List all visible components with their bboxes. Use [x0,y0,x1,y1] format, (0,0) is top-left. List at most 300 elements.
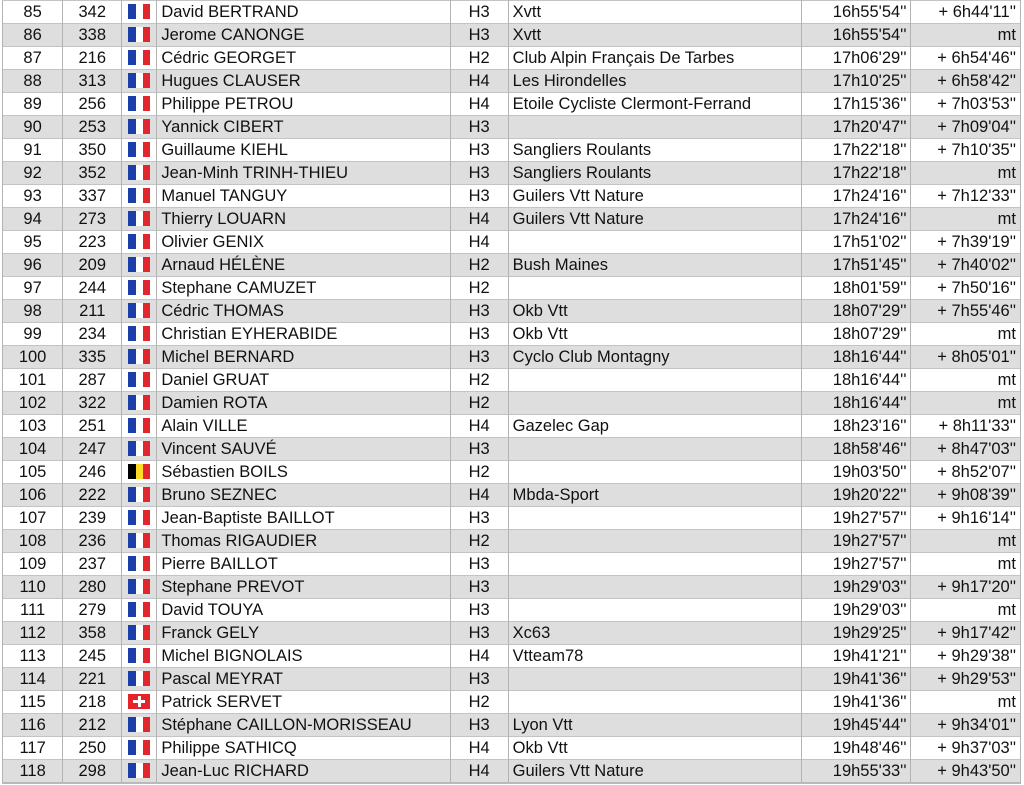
bib-cell: 256 [63,93,122,116]
table-row [3,70,1021,93]
club-cell: Guilers Vtt Nature [508,208,801,231]
table-row [3,622,1021,645]
time-cell: 19h55'33'' [802,760,911,784]
table-row [3,714,1021,737]
club-cell: Bush Maines [508,254,801,277]
club-cell: Mbda-Sport [508,484,801,507]
bib-cell: 251 [63,415,122,438]
table-row [3,645,1021,668]
flag-cell [122,93,157,116]
club-cell [508,576,801,599]
rider-name-cell: Michel BIGNOLAIS [157,645,450,668]
gap-cell: + 7h10'35'' [911,139,1021,162]
france-flag-icon [128,234,150,249]
rank-cell: 109 [3,553,63,576]
rank-cell: 100 [3,346,63,369]
france-flag-icon [128,625,150,640]
gap-cell: + 7h50'16'' [911,277,1021,300]
bib-cell: 358 [63,622,122,645]
rank-cell: 89 [3,93,63,116]
bib-cell: 350 [63,139,122,162]
rank-cell: 117 [3,737,63,760]
rank-cell: 111 [3,599,63,622]
club-cell [508,691,801,714]
france-flag-icon [128,119,150,134]
bib-cell: 342 [63,1,122,24]
table-row [3,507,1021,530]
table-row [3,323,1021,346]
results-body [3,1,1021,784]
rank-cell: 116 [3,714,63,737]
rider-name-cell: Christian EYHERABIDE [157,323,450,346]
rank-cell: 94 [3,208,63,231]
table-row [3,93,1021,116]
france-flag-icon [128,188,150,203]
france-flag-icon [128,418,150,433]
flag-cell [122,622,157,645]
gap-cell: mt [911,24,1021,47]
club-cell [508,668,801,691]
rider-name-cell: Philippe PETROU [157,93,450,116]
time-cell: 16h55'54'' [802,1,911,24]
table-row [3,208,1021,231]
club-cell: Etoile Cycliste Clermont-Ferrand [508,93,801,116]
bib-cell: 239 [63,507,122,530]
france-flag-icon [128,648,150,663]
gap-cell: + 9h16'14'' [911,507,1021,530]
category-cell: H3 [450,553,508,576]
club-cell: Sangliers Roulants [508,139,801,162]
bib-cell: 223 [63,231,122,254]
table-row [3,162,1021,185]
flag-cell [122,392,157,415]
gap-cell: mt [911,691,1021,714]
time-cell: 17h51'45'' [802,254,911,277]
france-flag-icon [128,510,150,525]
bib-cell: 287 [63,369,122,392]
flag-cell [122,162,157,185]
france-flag-icon [128,326,150,341]
france-flag-icon [128,395,150,410]
gap-cell: mt [911,553,1021,576]
bib-cell: 250 [63,737,122,760]
time-cell: 19h41'36'' [802,691,911,714]
category-cell: H3 [450,576,508,599]
rank-cell: 115 [3,691,63,714]
bib-cell: 216 [63,47,122,70]
bib-cell: 234 [63,323,122,346]
club-cell: Xc63 [508,622,801,645]
club-cell: Cyclo Club Montagny [508,346,801,369]
club-cell [508,277,801,300]
time-cell: 17h51'02'' [802,231,911,254]
time-cell: 17h15'36'' [802,93,911,116]
flag-cell [122,484,157,507]
flag-cell [122,254,157,277]
category-cell: H3 [450,185,508,208]
results-table [2,0,1021,784]
france-flag-icon [128,4,150,19]
club-cell: Okb Vtt [508,323,801,346]
rider-name-cell: Jerome CANONGE [157,24,450,47]
category-cell: H2 [450,254,508,277]
france-flag-icon [128,372,150,387]
bib-cell: 221 [63,668,122,691]
club-cell: Okb Vtt [508,300,801,323]
category-cell: H3 [450,599,508,622]
gap-cell: + 8h47'03'' [911,438,1021,461]
category-cell: H3 [450,139,508,162]
france-flag-icon [128,96,150,111]
club-cell: Lyon Vtt [508,714,801,737]
club-cell [508,116,801,139]
club-cell [508,461,801,484]
flag-cell [122,47,157,70]
category-cell: H3 [450,346,508,369]
club-cell: Xvtt [508,1,801,24]
table-row [3,691,1021,714]
time-cell: 19h27'57'' [802,530,911,553]
time-cell: 19h29'03'' [802,576,911,599]
category-cell: H3 [450,300,508,323]
rider-name-cell: Guillaume KIEHL [157,139,450,162]
category-cell: H3 [450,24,508,47]
flag-cell [122,461,157,484]
time-cell: 18h01'59'' [802,277,911,300]
gap-cell: + 9h08'39'' [911,484,1021,507]
time-cell: 16h55'54'' [802,24,911,47]
table-row [3,530,1021,553]
club-cell: Xvtt [508,24,801,47]
rider-name-cell: Olivier GENIX [157,231,450,254]
flag-cell [122,369,157,392]
gap-cell: mt [911,392,1021,415]
category-cell: H4 [450,484,508,507]
flag-cell [122,530,157,553]
category-cell: H2 [450,530,508,553]
club-cell: Guilers Vtt Nature [508,760,801,784]
rank-cell: 113 [3,645,63,668]
gap-cell: mt [911,530,1021,553]
rider-name-cell: Thierry LOUARN [157,208,450,231]
category-cell: H2 [450,369,508,392]
france-flag-icon [128,671,150,686]
category-cell: H2 [450,461,508,484]
bib-cell: 247 [63,438,122,461]
rider-name-cell: Hugues CLAUSER [157,70,450,93]
flag-cell [122,323,157,346]
table-row [3,484,1021,507]
category-cell: H2 [450,392,508,415]
rider-name-cell: Daniel GRUAT [157,369,450,392]
time-cell: 17h24'16'' [802,208,911,231]
flag-cell [122,231,157,254]
gap-cell: + 9h34'01'' [911,714,1021,737]
time-cell: 18h16'44'' [802,369,911,392]
club-cell [508,599,801,622]
rider-name-cell: Patrick SERVET [157,691,450,714]
bib-cell: 253 [63,116,122,139]
rider-name-cell: Stéphane CAILLON-MORISSEAU [157,714,450,737]
rank-cell: 118 [3,760,63,784]
gap-cell: mt [911,369,1021,392]
flag-cell [122,507,157,530]
france-flag-icon [128,73,150,88]
flag-cell [122,208,157,231]
category-cell: H3 [450,116,508,139]
rider-name-cell: Vincent SAUVÉ [157,438,450,461]
gap-cell: + 6h44'11'' [911,1,1021,24]
rider-name-cell: Stephane PREVOT [157,576,450,599]
gap-cell: + 7h40'02'' [911,254,1021,277]
time-cell: 18h58'46'' [802,438,911,461]
time-cell: 19h29'03'' [802,599,911,622]
time-cell: 17h22'18'' [802,162,911,185]
rank-cell: 95 [3,231,63,254]
category-cell: H2 [450,47,508,70]
rank-cell: 107 [3,507,63,530]
switzerland-flag-icon [128,694,150,709]
bib-cell: 337 [63,185,122,208]
table-row [3,1,1021,24]
rider-name-cell: Bruno SEZNEC [157,484,450,507]
table-row [3,415,1021,438]
rank-cell: 96 [3,254,63,277]
category-cell: H3 [450,1,508,24]
rank-cell: 110 [3,576,63,599]
france-flag-icon [128,579,150,594]
france-flag-icon [128,763,150,778]
time-cell: 18h07'29'' [802,300,911,323]
flag-cell [122,415,157,438]
category-cell: H3 [450,323,508,346]
france-flag-icon [128,717,150,732]
category-cell: H4 [450,93,508,116]
flag-cell [122,300,157,323]
club-cell [508,392,801,415]
flag-cell [122,116,157,139]
club-cell: Guilers Vtt Nature [508,185,801,208]
table-row [3,576,1021,599]
bib-cell: 279 [63,599,122,622]
table-row [3,47,1021,70]
rider-name-cell: Alain VILLE [157,415,450,438]
gap-cell: + 9h17'20'' [911,576,1021,599]
table-row [3,346,1021,369]
france-flag-icon [128,211,150,226]
rank-cell: 102 [3,392,63,415]
bib-cell: 212 [63,714,122,737]
gap-cell: mt [911,323,1021,346]
flag-cell [122,668,157,691]
rider-name-cell: Jean-Minh TRINH-THIEU [157,162,450,185]
france-flag-icon [128,27,150,42]
france-flag-icon [128,303,150,318]
rank-cell: 90 [3,116,63,139]
category-cell: H4 [450,645,508,668]
flag-cell [122,553,157,576]
table-row [3,254,1021,277]
time-cell: 19h45'44'' [802,714,911,737]
rank-cell: 112 [3,622,63,645]
table-row [3,553,1021,576]
flag-cell [122,599,157,622]
france-flag-icon [128,349,150,364]
category-cell: H4 [450,415,508,438]
flag-cell [122,438,157,461]
club-cell [508,553,801,576]
bib-cell: 209 [63,254,122,277]
table-row [3,461,1021,484]
gap-cell: + 7h12'33'' [911,185,1021,208]
table-row [3,668,1021,691]
category-cell: H3 [450,714,508,737]
club-cell: Vtteam78 [508,645,801,668]
flag-cell [122,760,157,784]
time-cell: 18h23'16'' [802,415,911,438]
bib-cell: 244 [63,277,122,300]
flag-cell [122,70,157,93]
gap-cell: + 8h11'33'' [911,415,1021,438]
category-cell: H3 [450,438,508,461]
france-flag-icon [128,441,150,456]
category-cell: H4 [450,760,508,784]
gap-cell: mt [911,162,1021,185]
time-cell: 19h48'46'' [802,737,911,760]
rider-name-cell: Jean-Luc RICHARD [157,760,450,784]
rank-cell: 108 [3,530,63,553]
table-row [3,139,1021,162]
bib-cell: 280 [63,576,122,599]
france-flag-icon [128,280,150,295]
time-cell: 19h41'36'' [802,668,911,691]
flag-cell [122,645,157,668]
flag-cell [122,737,157,760]
gap-cell: + 7h55'46'' [911,300,1021,323]
flag-cell [122,24,157,47]
rider-name-cell: Yannick CIBERT [157,116,450,139]
gap-cell: + 7h09'04'' [911,116,1021,139]
category-cell: H4 [450,70,508,93]
rider-name-cell: David TOUYA [157,599,450,622]
time-cell: 19h29'25'' [802,622,911,645]
flag-cell [122,691,157,714]
rider-name-cell: Cédric THOMAS [157,300,450,323]
bib-cell: 211 [63,300,122,323]
rank-cell: 99 [3,323,63,346]
rank-cell: 85 [3,1,63,24]
rank-cell: 97 [3,277,63,300]
time-cell: 19h27'57'' [802,553,911,576]
bib-cell: 245 [63,645,122,668]
rank-cell: 114 [3,668,63,691]
category-cell: H3 [450,507,508,530]
flag-cell [122,139,157,162]
time-cell: 17h06'29'' [802,47,911,70]
bib-cell: 273 [63,208,122,231]
time-cell: 17h24'16'' [802,185,911,208]
category-cell: H2 [450,277,508,300]
france-flag-icon [128,142,150,157]
rank-cell: 88 [3,70,63,93]
france-flag-icon [128,257,150,272]
club-cell [508,369,801,392]
rank-cell: 104 [3,438,63,461]
gap-cell: mt [911,208,1021,231]
rider-name-cell: Arnaud HÉLÈNE [157,254,450,277]
time-cell: 18h16'44'' [802,392,911,415]
time-cell: 17h10'25'' [802,70,911,93]
rider-name-cell: Thomas RIGAUDIER [157,530,450,553]
france-flag-icon [128,50,150,65]
gap-cell: + 7h03'53'' [911,93,1021,116]
rank-cell: 91 [3,139,63,162]
club-cell: Gazelec Gap [508,415,801,438]
bib-cell: 335 [63,346,122,369]
gap-cell: + 9h29'38'' [911,645,1021,668]
category-cell: H3 [450,622,508,645]
gap-cell: + 9h17'42'' [911,622,1021,645]
rider-name-cell: Cédric GEORGET [157,47,450,70]
table-row [3,231,1021,254]
flag-cell [122,185,157,208]
rank-cell: 101 [3,369,63,392]
rider-name-cell: Manuel TANGUY [157,185,450,208]
category-cell: H3 [450,162,508,185]
rider-name-cell: Franck GELY [157,622,450,645]
category-cell: H4 [450,231,508,254]
table-row [3,300,1021,323]
france-flag-icon [128,533,150,548]
flag-cell [122,346,157,369]
table-row [3,185,1021,208]
gap-cell: + 6h54'46'' [911,47,1021,70]
table-row [3,277,1021,300]
rank-cell: 92 [3,162,63,185]
time-cell: 18h16'44'' [802,346,911,369]
flag-cell [122,1,157,24]
table-row [3,737,1021,760]
rider-name-cell: Stephane CAMUZET [157,277,450,300]
bib-cell: 313 [63,70,122,93]
rider-name-cell: Jean-Baptiste BAILLOT [157,507,450,530]
bib-cell: 222 [63,484,122,507]
table-row [3,392,1021,415]
club-cell [508,507,801,530]
club-cell: Club Alpin Français De Tarbes [508,47,801,70]
table-row [3,760,1021,784]
club-cell [508,231,801,254]
bib-cell: 298 [63,760,122,784]
gap-cell: + 9h43'50'' [911,760,1021,784]
rider-name-cell: Michel BERNARD [157,346,450,369]
rank-cell: 93 [3,185,63,208]
time-cell: 17h20'47'' [802,116,911,139]
france-flag-icon [128,740,150,755]
rider-name-cell: Philippe SATHICQ [157,737,450,760]
time-cell: 18h07'29'' [802,323,911,346]
category-cell: H2 [450,691,508,714]
bib-cell: 236 [63,530,122,553]
time-cell: 19h41'21'' [802,645,911,668]
rank-cell: 87 [3,47,63,70]
category-cell: H4 [450,208,508,231]
rank-cell: 103 [3,415,63,438]
france-flag-icon [128,556,150,571]
bib-cell: 237 [63,553,122,576]
time-cell: 19h20'22'' [802,484,911,507]
flag-cell [122,277,157,300]
